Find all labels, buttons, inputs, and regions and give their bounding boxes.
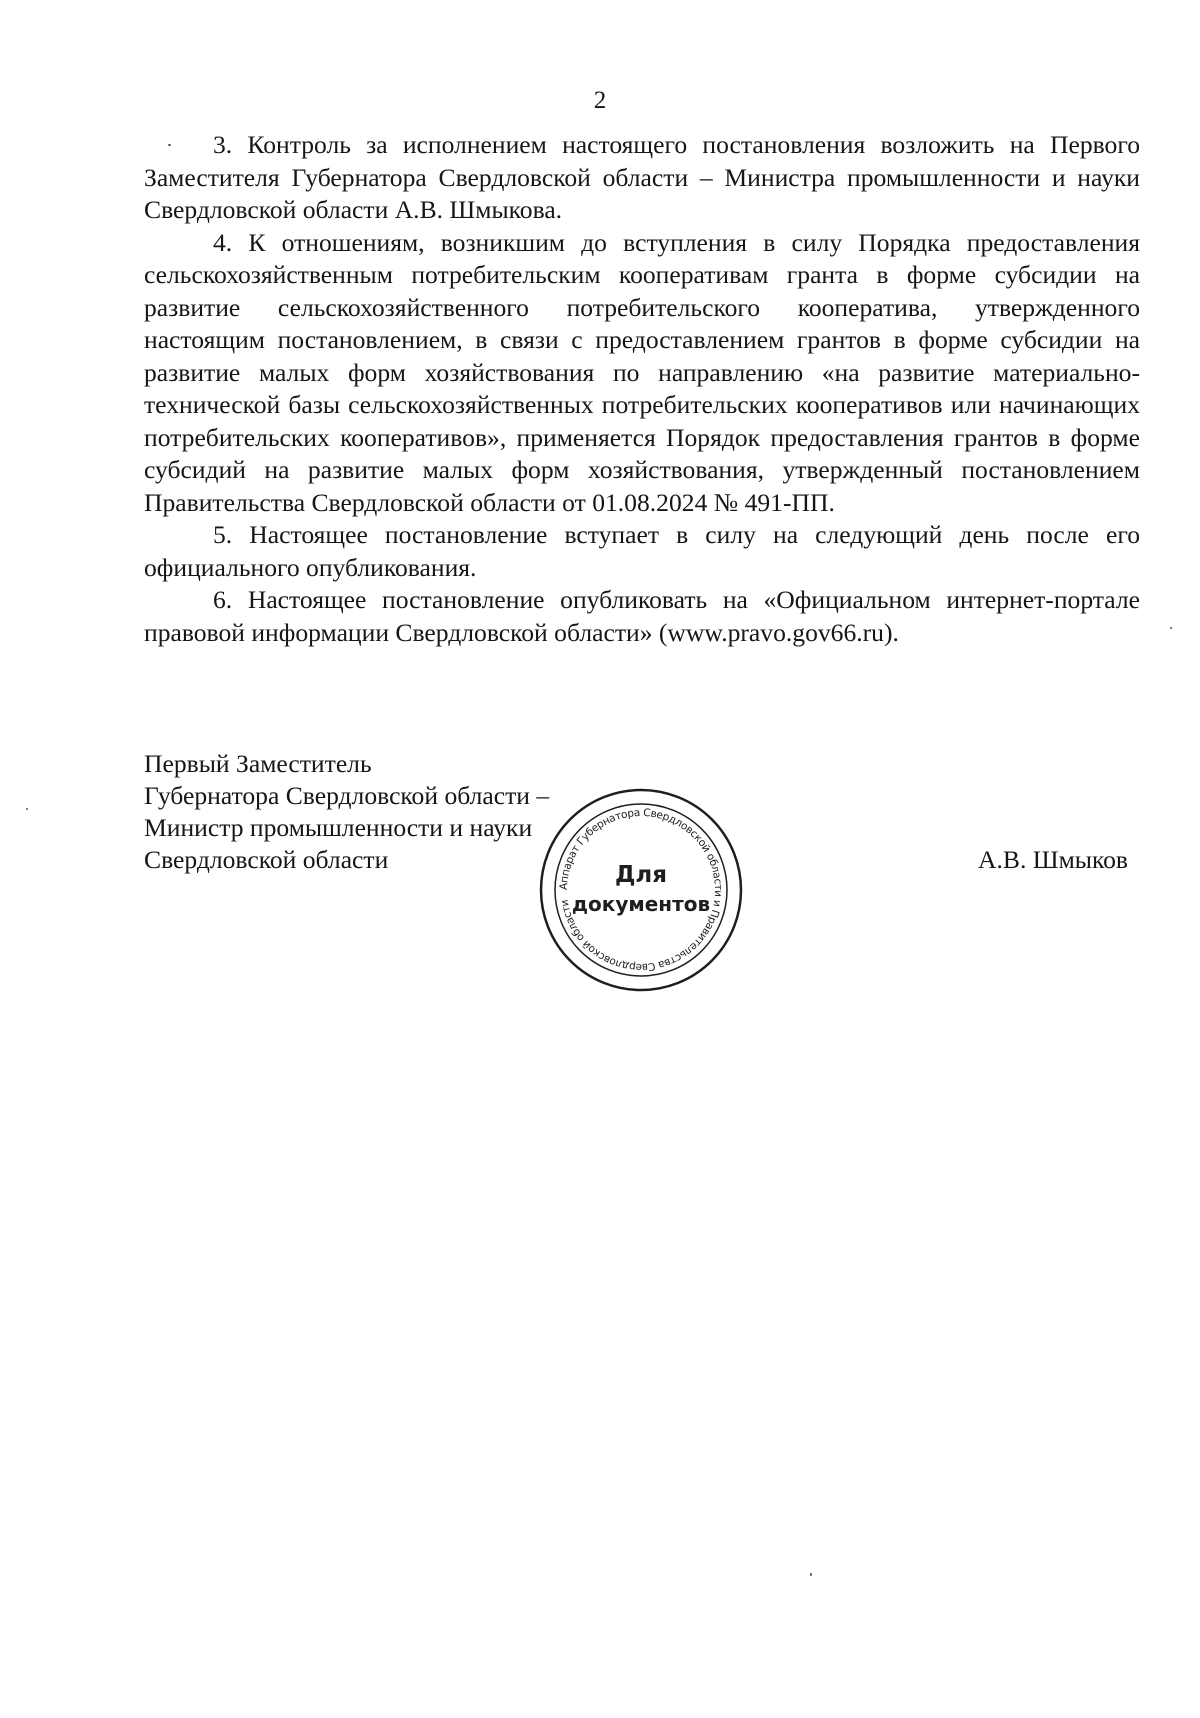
stamp-inner-ring [555, 804, 727, 976]
paragraph-3: 3. Контроль за исполнением настоящего постановления возложить на Первого Заместителя Губернатора Свердловской области – Министра промышленности и науки Свердловской области А.В. Шмыкова. [144, 130, 1140, 224]
scan-speck [1170, 627, 1172, 629]
signatory-position-line: Губернатора Свердловской области – [144, 781, 550, 810]
stamp-seal-icon [536, 785, 746, 995]
scan-speck [810, 1573, 812, 1576]
signatory-position-line: Министр промышленности и науки [144, 813, 533, 842]
paragraph-5: 5. Настоящее постановление вступает в силу на следующий день после его официального опубликования. [144, 520, 1140, 582]
signatory-position-line: Свердловской области [144, 845, 389, 874]
document-body [144, 129, 1140, 649]
signatory-name: А.В. Шмыков [978, 845, 1128, 874]
stamp-center-line-1: Для [614, 862, 668, 888]
scan-speck [168, 144, 171, 146]
paragraph-6: 6. Настоящее постановление опубликовать на «Официальном интернет-портале правовой информации Свердловской области» (www.pravo.gov66.ru). [144, 585, 1140, 647]
stamp-outer-ring [541, 790, 741, 990]
stamp-ring-text: Аппарат Губернатора Свердловской области и Правительства Свердловской области [557, 806, 725, 974]
stamp-center-line-2: документов [571, 892, 711, 916]
signatory-position-line: Первый Заместитель [144, 749, 372, 778]
page-number: 2 [593, 87, 607, 114]
scan-speck [26, 808, 28, 810]
paragraph-4: 4. К отношениям, возникшим до вступления в силу Порядка предоставления сельскохозяйственным потребительским кооперативам гранта в форме субсидии на развитие сельскохозяйственного потребительского кооператива, утвержденного настоящим постановлением, в связи с предоставлением грантов в форме субсидии на развитие малых форм хозяйствования по направлению «на развитие материально-технической базы сельскохозяйственных потребительских кооперативов или начинающих потребительских кооперативов», применяется Порядок предоставления грантов в форме субсидий на развитие малых форм хозяйствования, утвержденный постановлением Правительства Свердловской области от 01.08.2024 № 491-ПП. [144, 227, 1140, 517]
signatory-position [144, 748, 549, 876]
official-stamp [536, 785, 746, 995]
